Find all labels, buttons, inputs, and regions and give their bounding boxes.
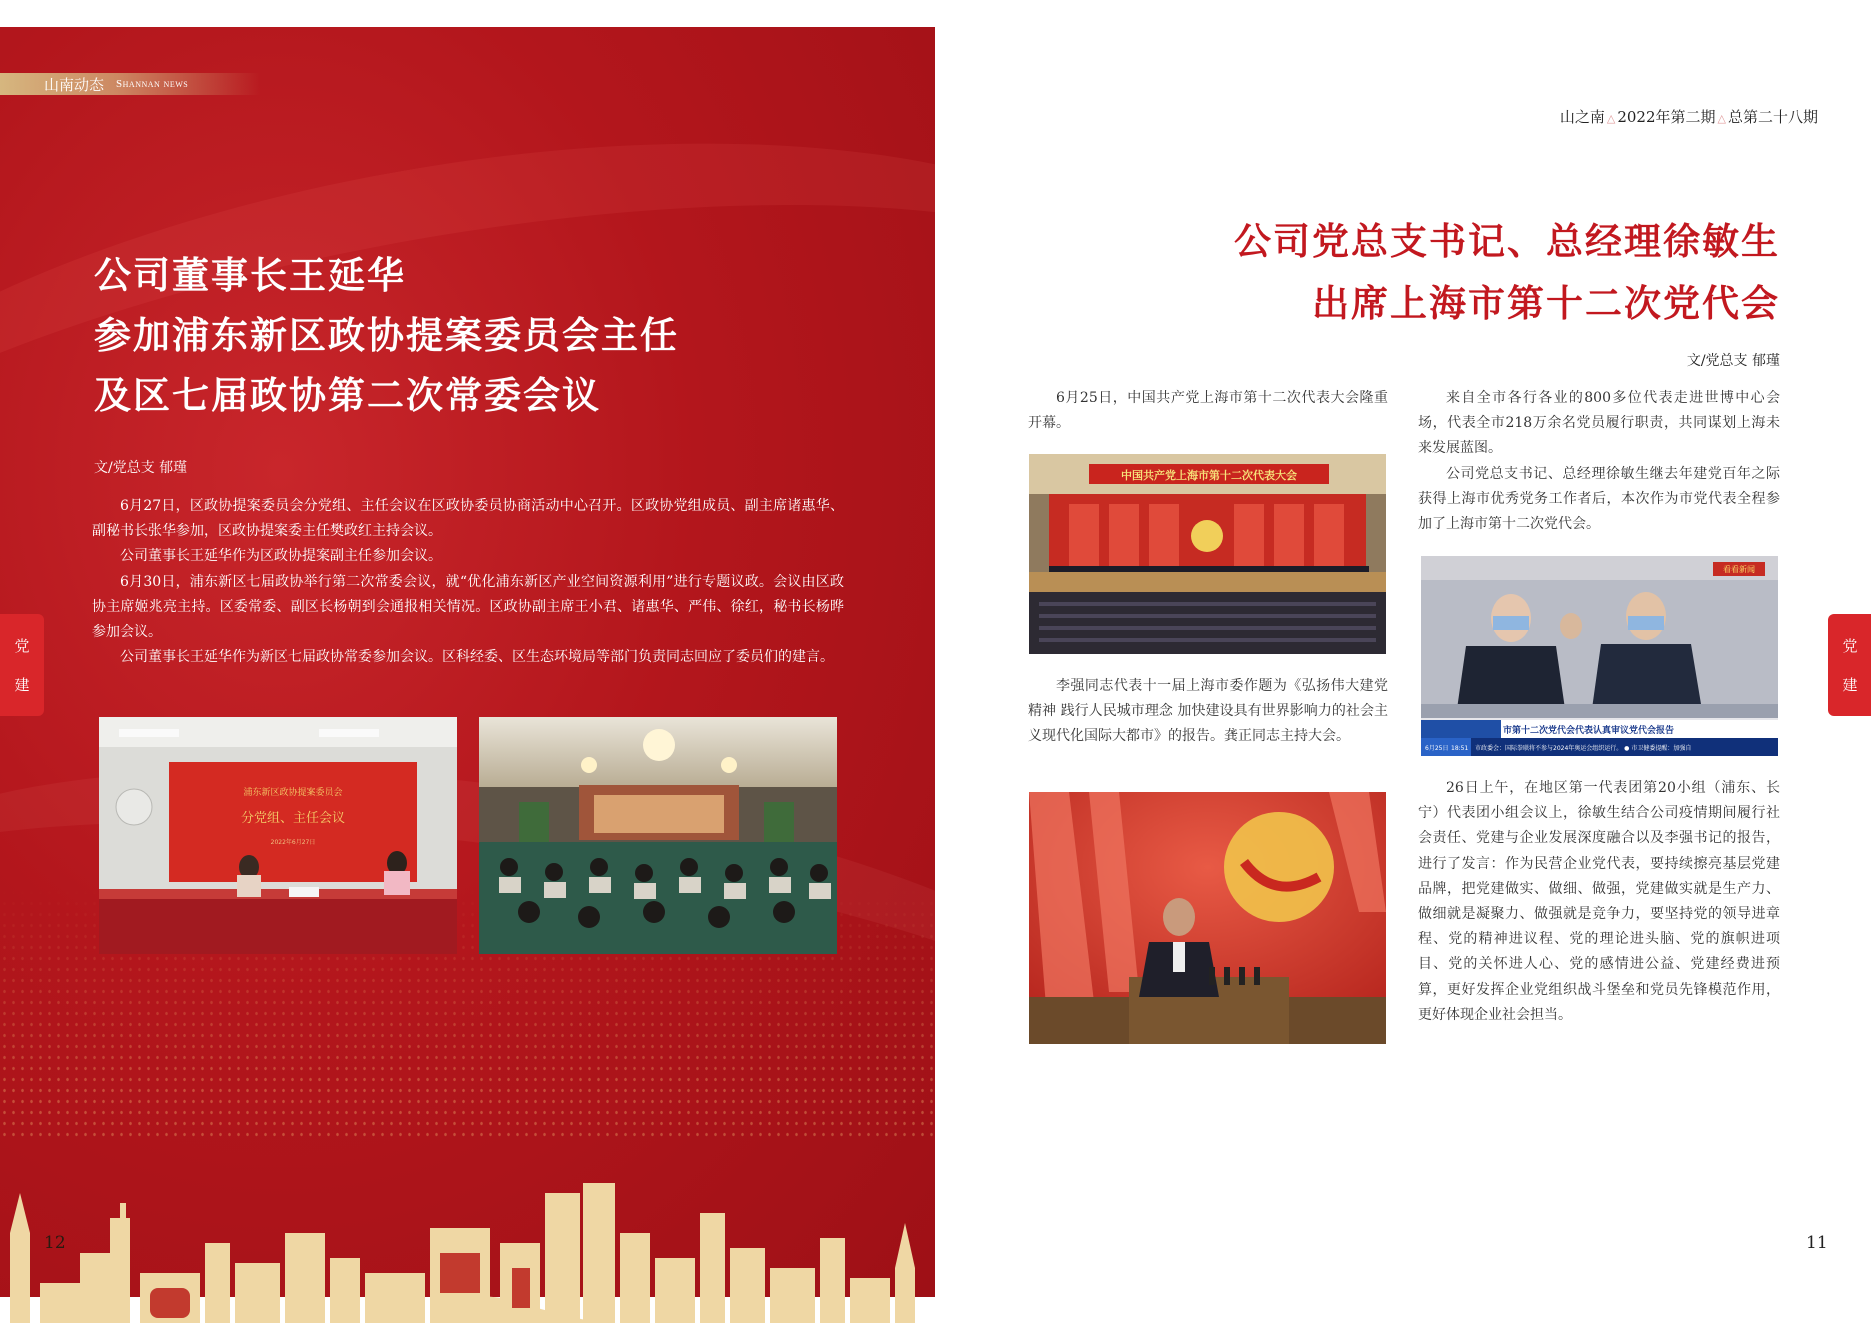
- paragraph: 6月27日，区政协提案委员会分党组、主任会议在区政协委员协商活动中心召开。区政协党组成员、副主席诸惠华、副秘书长张华参加，区政协提案委主任樊政红主持会议。: [92, 498, 844, 540]
- byline-left: 文/党总支 郁瑾: [94, 460, 188, 476]
- byline-right: 文/党总支 郁瑾: [1686, 353, 1780, 369]
- section-header-left: [0, 73, 260, 95]
- photo-speaker-podium: [1029, 792, 1386, 1044]
- issue-part: 2022年第二期: [1617, 108, 1716, 126]
- photo-tv-news-screenshot: [1421, 556, 1778, 756]
- article-body-left: [92, 494, 844, 670]
- tv-news-illustration: [1421, 556, 1778, 756]
- title-line: 出席上海市第十二次党代会: [1312, 281, 1780, 325]
- section-name-cn: 山南动态: [44, 75, 105, 94]
- title-line: 公司党总支书记、总经理徐敏生: [1234, 219, 1780, 263]
- paragraph: 6月25日，中国共产党上海市第十二次代表大会隆重开幕。: [1028, 390, 1388, 432]
- page-number-right: 11: [1806, 1233, 1828, 1253]
- side-tab-char: 建: [14, 676, 30, 694]
- top-margin: [0, 0, 1871, 26]
- issue-part: 山之南: [1559, 108, 1605, 126]
- column-1-top: [1028, 386, 1388, 436]
- issue-part: 总第二十八期: [1727, 108, 1818, 126]
- section-name-en: Shannan news: [116, 78, 189, 90]
- side-tab-char: 党: [1842, 637, 1858, 655]
- conference-hall-illustration: [479, 717, 837, 954]
- title-line: 公司董事长王延华: [94, 253, 406, 297]
- meeting-room-illustration: [99, 717, 457, 954]
- column-2-top: [1418, 386, 1780, 537]
- title-line: 及区七届政协第二次常委会议: [94, 373, 601, 417]
- screen-text: 2022年6月27日: [270, 839, 316, 846]
- side-tab-right: [1828, 614, 1871, 716]
- side-tab-left: [0, 614, 44, 716]
- paragraph: 来自全市各行各业的800多位代表走进世博中心会场，代表全市218万余名党员履行职责，共同谋划上海未来发展蓝图。: [1418, 390, 1780, 457]
- speaker-podium-illustration: [1029, 792, 1386, 1044]
- tv-caption-text: 市第十二次党代会代表认真审议党代会报告: [1503, 726, 1675, 736]
- photo-conference-hall: [479, 717, 837, 954]
- paragraph: 公司党总支书记、总经理徐敏生继去年建党百年之际获得上海市优秀党务工作者后，本次作为市党代表全程参加了上海市第十二次党代会。: [1418, 465, 1780, 533]
- side-tab-char: 党: [14, 637, 30, 655]
- photo-meeting-room: [99, 717, 457, 954]
- tv-ticker-date: 6月25日: [1425, 745, 1449, 752]
- triangle-separator-icon: △: [1717, 112, 1726, 125]
- screen-text: 分党组、主任会议: [240, 811, 346, 826]
- page-number-left: 12: [44, 1233, 66, 1253]
- article-title-left: [94, 245, 679, 425]
- congress-hall-illustration: [1029, 454, 1386, 654]
- column-2-bottom: [1418, 776, 1780, 1028]
- tv-ticker-time: 18:51: [1451, 745, 1469, 752]
- paragraph: 李强同志代表十一届上海市委作题为《弘扬伟大建党精神 践行人民城市理念 加快建设具有世界影响力的社会主义现代化国际大都市》的报告。龚正同志主持大会。: [1028, 678, 1388, 745]
- article-title-right: [1234, 210, 1780, 334]
- photo-congress-hall: [1029, 454, 1386, 654]
- paragraph: 公司董事长王延华作为区政协提案副主任参加会议。: [120, 548, 442, 565]
- paragraph: 公司董事长王延华作为新区七届政协常委参加会议。区科经委、区生态环境局等部门负责同志回应了委员们的建言。: [120, 649, 834, 666]
- triangle-separator-icon: △: [1606, 112, 1616, 125]
- city-skyline-graphic: [0, 1083, 935, 1323]
- issue-line: [1560, 106, 1818, 127]
- tv-ticker-text: 市政委会：国际拳联将不参与2024年奥运会组织运行。 ● 市卫健委提醒：加强自: [1475, 745, 1692, 752]
- banner-text: 中国共产党上海市第十二次代表大会: [1121, 469, 1297, 482]
- side-tab-char: 建: [1842, 676, 1858, 694]
- screen-text: 浦东新区政协提案委员会: [243, 788, 343, 798]
- paragraph: 6月30日，浦东新区七届政协举行第二次常委会议，就“优化浦东新区产业空间资源利用”进行专题议政。会议由区政协主席姬兆亮主持。区委常委、副区长杨朝到会通报相关情况。区政协副主席王小君、诸惠华、严伟、徐红，秘书长杨晔参加会议。: [92, 573, 844, 641]
- column-1-bottom: [1028, 674, 1388, 750]
- title-line: 参加浦东新区政协提案委员会主任: [94, 313, 679, 357]
- paragraph: 26日上午，在地区第一代表团第20小组（浦东、长宁）代表团小组会议上，徐敏生结合公司疫情期间履行社会责任、党建与企业发展深度融合以及李强书记的报告，进行了发言：作为民营企业党代表，要持续擦亮基层党建品牌，把党建做实、做细、做强，党建做实就是生产力、做细就是凝聚力、做强就是竞争力，要坚持党的领导进章程、党的精神进议程、党的理论进头脑、党的旗帜进项目、党的关怀进人心、党的感情进公益、党建经费进预算，更好发挥企业党组织战斗堡垒和党员先锋模范作用，更好体现企业社会担当。: [1418, 780, 1780, 1023]
- tv-logo-text: 看看新闻: [1723, 565, 1755, 574]
